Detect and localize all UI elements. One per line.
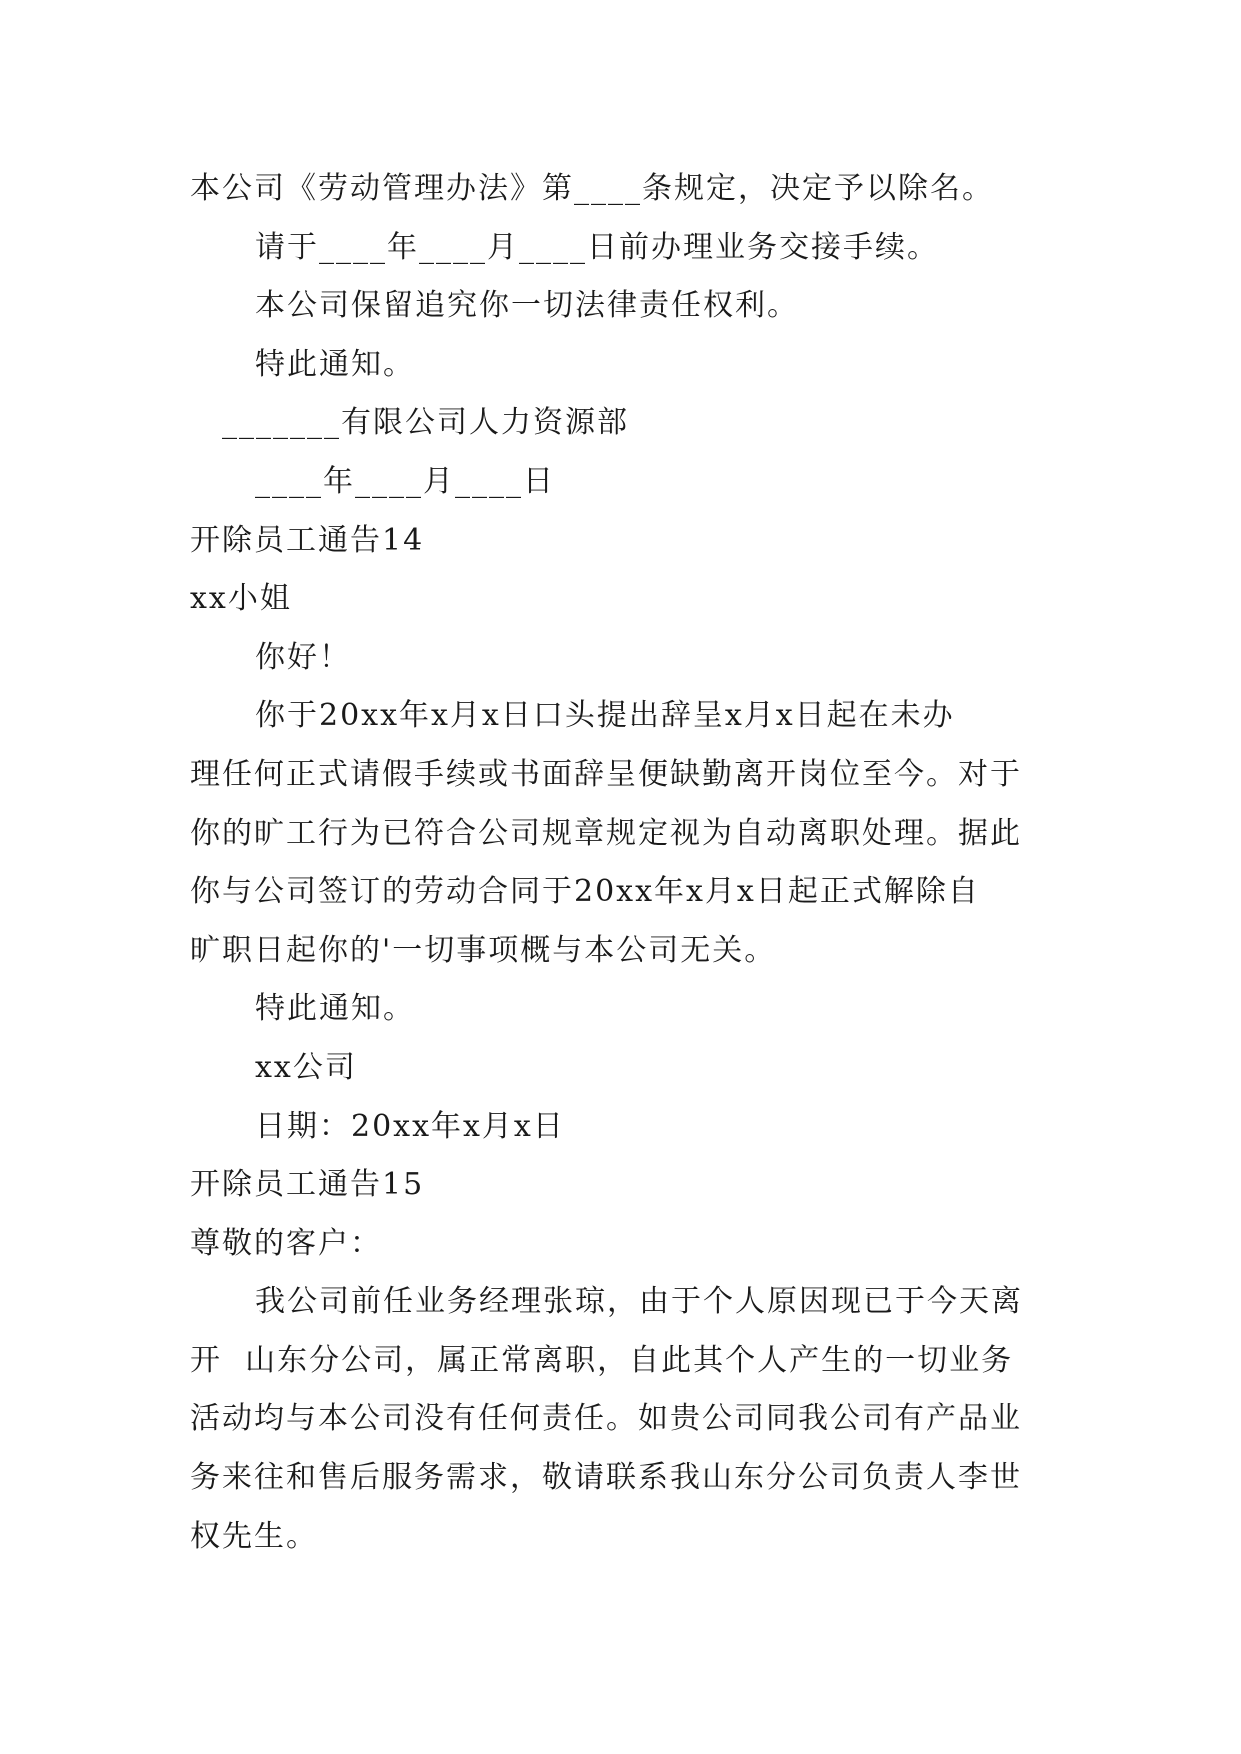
body-line: 活动均与本公司没有任何责任。如贵公司同我公司有产品业 (190, 1401, 1022, 1437)
body-line: 务来往和售后服务需求，敬请联系我山东分公司负责人李世 (190, 1460, 1022, 1496)
salutation: xx小姐 (190, 581, 292, 617)
body-line: 权先生。 (190, 1518, 318, 1554)
section-heading-14: 开除员工通告14 (190, 522, 425, 558)
greeting: 你好！ (255, 639, 351, 675)
signature-company: xx公司 (255, 1049, 357, 1085)
body-line: 你的旷工行为已符合公司规章规定视为自动离职处理。据此 (190, 815, 1022, 851)
signature-date: ____年____月____日 (255, 463, 555, 499)
body-line: 旷职日起你的'一切事项概与本公司无关。 (190, 932, 777, 968)
body-line: 开 山东分公司，属正常离职，自此其个人产生的一切业务 (190, 1342, 1014, 1378)
signature-department: _______有限公司人力资源部 (222, 405, 629, 441)
body-line: 理任何正式请假手续或书面辞呈便缺勤离开岗位至今。对于 (190, 756, 1022, 792)
body-line: 你与公司签订的劳动合同于20xx年x月x日起正式解除自 (190, 874, 980, 910)
notice-closing: 特此通知。 (255, 346, 415, 382)
document-page (190, 160, 1060, 1566)
body-line: 你于20xx年x月x日口头提出辞呈x月x日起在未办 (255, 698, 955, 734)
text-line: 本公司保留追究你一切法律责任权利。 (255, 288, 799, 324)
signature-date: 日期：20xx年x月x日 (255, 1108, 565, 1144)
salutation: 尊敬的客户： (190, 1225, 382, 1261)
notice-closing: 特此通知。 (255, 991, 415, 1027)
text-line: 本公司《劳动管理办法》第____条规定，决定予以除名。 (190, 171, 994, 206)
body-line: 我公司前任业务经理张琼，由于个人原因现已于今天离 (255, 1284, 1023, 1320)
text-line: 请于____年____月____日前办理业务交接手续。 (255, 229, 939, 265)
section-heading-15: 开除员工通告15 (190, 1167, 425, 1203)
